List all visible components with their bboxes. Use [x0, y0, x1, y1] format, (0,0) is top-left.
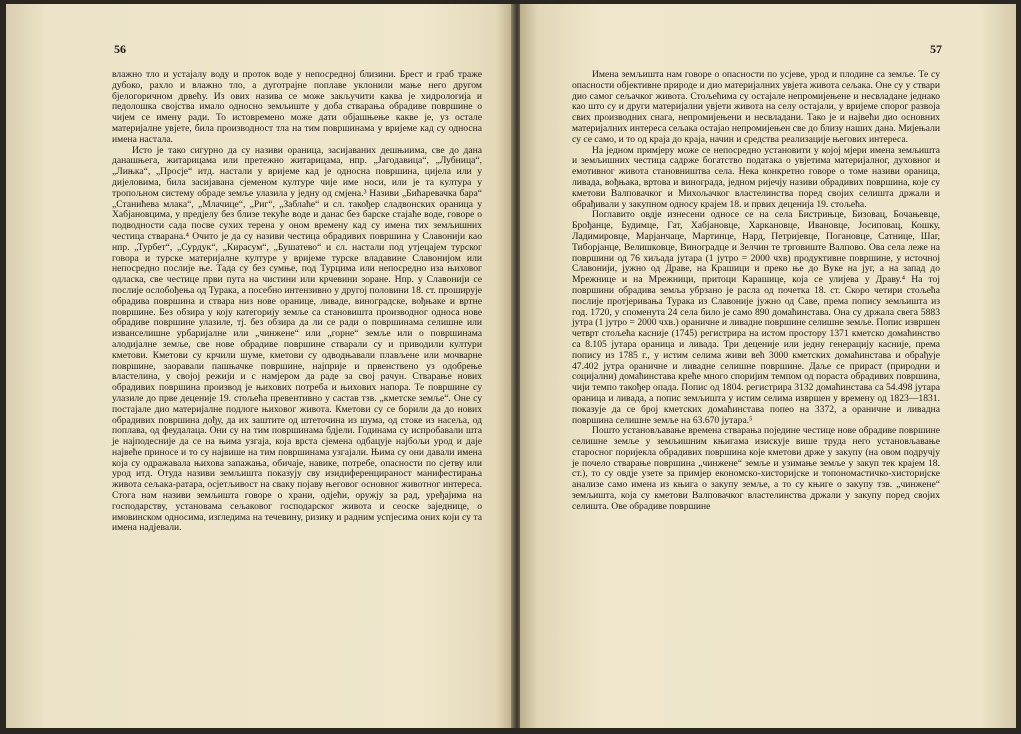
page-body: [572, 70, 940, 513]
paragraph: Пошто установљавање времена стварања поједине честице нове обрадиве површине селишне земље у земљишним књигама изискује више труда него установљавање старосног поријекла обрадивих површина које кметови држе у закупу (на овом подручју је почело стварање површина „чинжене“ земље и узимање земље у закуп тек крајем 18. ст.), то су овдје узете за примјер економско-хисторијске и топономастичко-хисторијске анализе само имена из књига о закупу земље, а то су књиге о закупу тзв. „чинжене“ земљишта, која су кметови Валповачког властелинства држали у закупу поред својих селишта. Ове обрадиве површине: [572, 425, 940, 512]
page-number: 56: [114, 42, 126, 56]
paragraph: Имена земљишта нам говоре о опасности по усјеве, урод и плодине са земље. Те су опасности објективне природе и дио материјалних увјета живота сељака. Оне су у ствари дио самог сељачког живота. Стољећима су остајале непромијењене и несвладане једнако као што су и други материјални увјети живота на селу остајали, у вријеме спорог развоја свих производних снага, непромијењени и несвладани. Тако је и највећи дио основних материјалних интереса сељака остајао непромијењен све до близу наших дана. Мијењали су се само, и то од краја до краја, начин и средства реализације његових интереса.: [572, 69, 940, 145]
right-page: [520, 4, 1016, 728]
page-body: [112, 70, 482, 534]
left-page: [6, 4, 514, 728]
page-number: 57: [930, 42, 942, 56]
book-spread: [6, 4, 1016, 728]
paragraph: Исто је тако сигурно да су називи ораница, засијаваних дешњиима, све до дана данашњега, житарицама или претежно житарицама, нпр. „Јагодавица“, „Лубница“, „Лињка“, „Просје“ итд. настали у вријеме кад је односна површина, цијела или у дијеловима, била засијавана сјеменом културе чије име носи, или је та култура у тропољном систему обраде земље улазила у једну од смјена.³ Називи „Бићаревачка бара“ „Станићева млака“, „Млачице“, „Риг“, „Заблаће“ и сл. такођер сладвонских ораница у Хабјановцима, у предјелу без близе текуће воде и данас без барске стајаће воде, говоре о подводности сада посве сухих терена у оном времену кад су имена тих земљишних честица стварана.⁴ Очито је да су називи честица обрадивих површина у Славонији као нпр. „Турбет“, „Сурдук“, „Кирасум“, „Бушатево“ и сл. настали под утјецајем турског говора и турске материјалне културе у вријеме турске владавине Славонијом или непосредно послије ње. Тада су без сумње, под Турцима или непосредно иза њиховог одласка, све честице први пута на чистини или крчевини зоране. Нпр. у Славонији се послије ослобођења од Турака, а посебно интензивно у другој половини 18. ст. проширује обрадива површина и ствара низ нове оранице, ливаде, виноградске, вођњаке и вртне површине. Без обзира у коју категорију земље са становишта производног односа нове обрадиве површине улазиле, тј. без обзира да ли се ради о површинама селишне или изванселишне урбаријалне или „чинжене“ или „горне“ земље или о површинама алодијалне земље, све нове обрадиве површине стварали су и приводили култури кметови. Кметови су крчили шуме, кметови су одводњавали плављене или мочварне површине, заоравали пашњачке површине, најприје и првенствено уз одобрење властелина, у својој режији и с намјером да раде за свој рачун. Стварање нових обрадивих површина производ је њихових потреба и њихових напора. Те површине су улазиле до прве деценије 19. стољећа превентивно у састав тзв. „кметске земље“. Оне су постајале дио материјалне подлоге њиховог живота. Кметови су се борили да до нових обрадивих површина дођу, да их заштите од штеточина из шума, од стоке из насеља, од поплава, од феудалаца. Они су на тим површинама бдјели. Годинама су испробавали шта је најподесније да се на њима узгаја, која врста сјемена одбацује најбољи урод и даје највеће приносе и то су највише на тим површинама узгајали. Њима су они давали имена која су одражавала њихова запажања, обичаје, навике, потребе, опасности по сјетву или урод итд. Отуда називи земљишта показују сву изидиференцираност манифестирања живота сељака-ратара, осјетљивост на сваку појаву његовог основног животног интереса. Стога нам називи земљишта говоре о храни, одјећи, оружју за рад, уређајима на господарству, установама сељаковог господарског живота и сеоске заједнице, о имовинском односима, изгледима на течевину, ризику и радним успјесима оних који су та имена надјевали.: [112, 144, 482, 534]
paragraph: На једном примјеру може се непосредно установити у којој мјери имена земљишта и земљишних честица садрже богатство података о увјетима материјалног, духовног и емотивног живота становништва села. Нека конкретно говоре о томе називи ораница, ливада, вођњака, вртова и винограда, једном ријечју називи обрадивих површина, које су кметови Валповачког и Михољачког властелинства поред својих селишта држали и обрађивали у закупном односу крајем 18. и првих деценија 19. стољећа.: [572, 144, 940, 210]
paragraph: влажно тло и устајалу воду и проток воде у непосредној близини. Брест и граб траже дубоко, рахло и влажно тло, а дуготрајне поплаве уклонили мање него другом бјелогоричном дрвећу. Из ових назива се може закључити каква је хидрологија и педолошка својства имало односно земљиште у доба стварања обрадиве површине о чијем се имену ради. То истовремено може дати објашњење какве је, уз остале материјалне увјете, била производност тла на тим површинама у вријеме кад су односна имена настала.: [112, 69, 482, 145]
paragraph: Поглавито овдје изнесени односе се на села Бистрињце, Бизовац, Бочањевце, Брођанце, Будимце, Гат, Хабјановце, Харкановце, Ивановце, Јосиповац, Кошку, Ладимировце, Марјанчаце, Мартинце, Нард, Петријевце, Погановце, Сатнице, Шаг, Тиборјанце, Велишковце, Виноградце и Зелчин те трговиште Валпово. Ова села леже на површини од 76 хиљада јутара (1 јутро = 2000 чхв) продуктивне површине, у источној Славонији, јужно од Драве, на Крашици и преко ње до Вуке на југ, а на запад до Мрежнице и на Мрежници, притоци Карашице, која се улијева у Драву.⁴ На тој површини обрадива земља убрзано је расла од почетка 18. ст. Скоро четири стољећа послије протјеривања Турака из Славоније јужно од Саве, према попису земљишта из год. 1720, у споменута 24 села било је само 890 домаћинстава. Она су држала свега 5883 јутра (1 јутро = 2000 чхв.) ораничне и ливадне површине селишне земље. Попис извршен четврт стољећа касније (1745) регистрира на истом простору 1371 кметско домаћинство са 8.105 јутара ораница и ливада. Три деценије или једну генерацију касније, према попису из 1785 г., у истим селима живи већ 3000 кметских домаћинстава и обрађује 47.402 јутра ораничне и ливадне селишне површине. Даље се прираст (природни и социјални) домаћинстава креће много споријим темпом од пораста обрадивих површина, чији темпо такођер опада. Попис од 1804. регистрира 3132 домаћинстава са 54.498 јутара ораница и ливада, а попис земљишта у истим селима извршен у времену од 1823—1831. показује да се број кметских домаћинстава попео на 3372, а ораничне и ливадна површина селишне земље на 63.670 јутара.⁵: [572, 209, 940, 426]
